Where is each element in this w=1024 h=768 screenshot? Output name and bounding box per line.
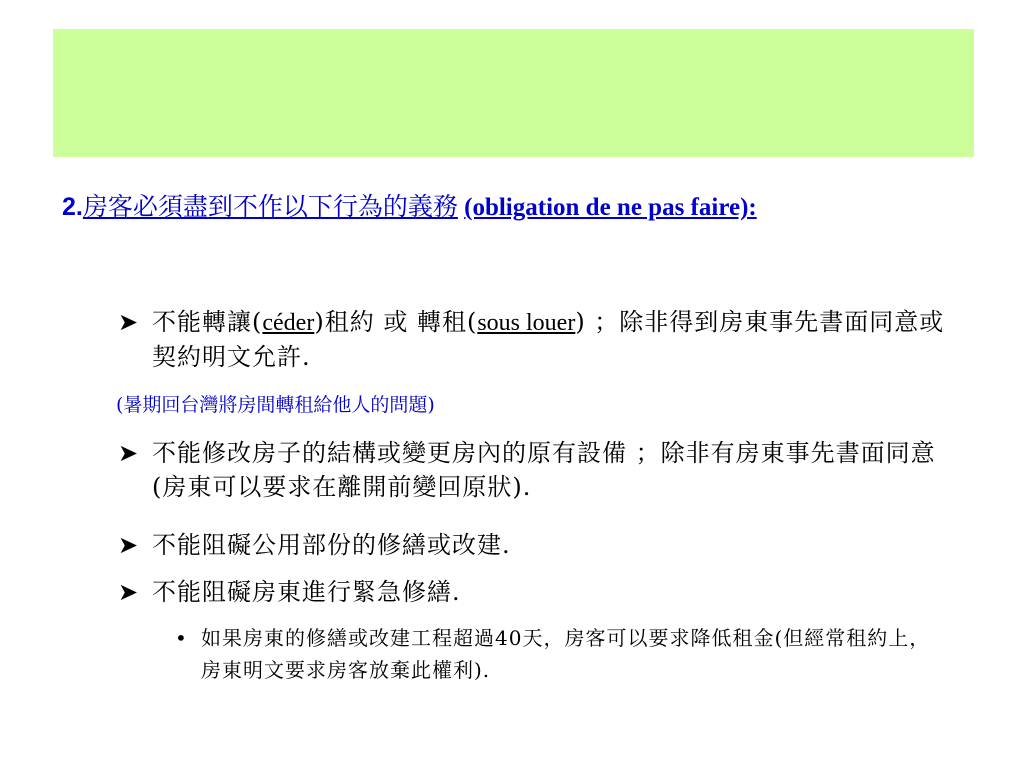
term-sous-louer: sous louer xyxy=(477,310,576,336)
item-text: 不能阻礙房東進行緊急修繕. xyxy=(152,578,461,606)
item-text: 不能阻礙公用部份的修繕或改建. xyxy=(152,531,511,559)
dot-bullet-icon: • xyxy=(175,626,188,650)
item-text: ) ；除非得到房東事先書面同意或契約明文允許. xyxy=(152,308,945,371)
item-text: )租約 或 轉租( xyxy=(314,308,478,336)
bullet-item xyxy=(118,305,958,374)
section-heading xyxy=(62,186,962,229)
arrow-bullet-icon: ➤ xyxy=(118,578,140,606)
note-text: (暑期回台灣將房間轉租給他人的問題) xyxy=(116,394,435,416)
title-banner xyxy=(53,29,974,157)
heading-zh: 房客必須盡到不作以下行為的義務 xyxy=(82,194,458,221)
heading-number: 2. xyxy=(62,193,83,221)
bullet-item xyxy=(118,575,958,609)
arrow-bullet-icon: ➤ xyxy=(118,308,140,336)
sub-bullet-item xyxy=(175,622,945,686)
heading-fr: (obligation de ne pas faire): xyxy=(464,194,757,221)
bullet-item xyxy=(118,436,958,504)
arrow-bullet-icon: ➤ xyxy=(118,531,140,559)
arrow-bullet-icon: ➤ xyxy=(118,439,140,467)
item-text: 不能修改房子的結構或變更房內的原有設備 ；除非有房東事先書面同意(房東可以要求在離開前變回原狀). xyxy=(152,439,936,501)
term-ceder: céder xyxy=(262,310,315,336)
sub-bullet-text: 如果房東的修繕或改建工程超過40天，房客可以要求降低租金(但經常租約上，房東明文要求房客放棄此權利). xyxy=(201,626,931,682)
item-text: 不能轉讓( xyxy=(152,308,263,336)
bullet-item xyxy=(118,528,958,562)
